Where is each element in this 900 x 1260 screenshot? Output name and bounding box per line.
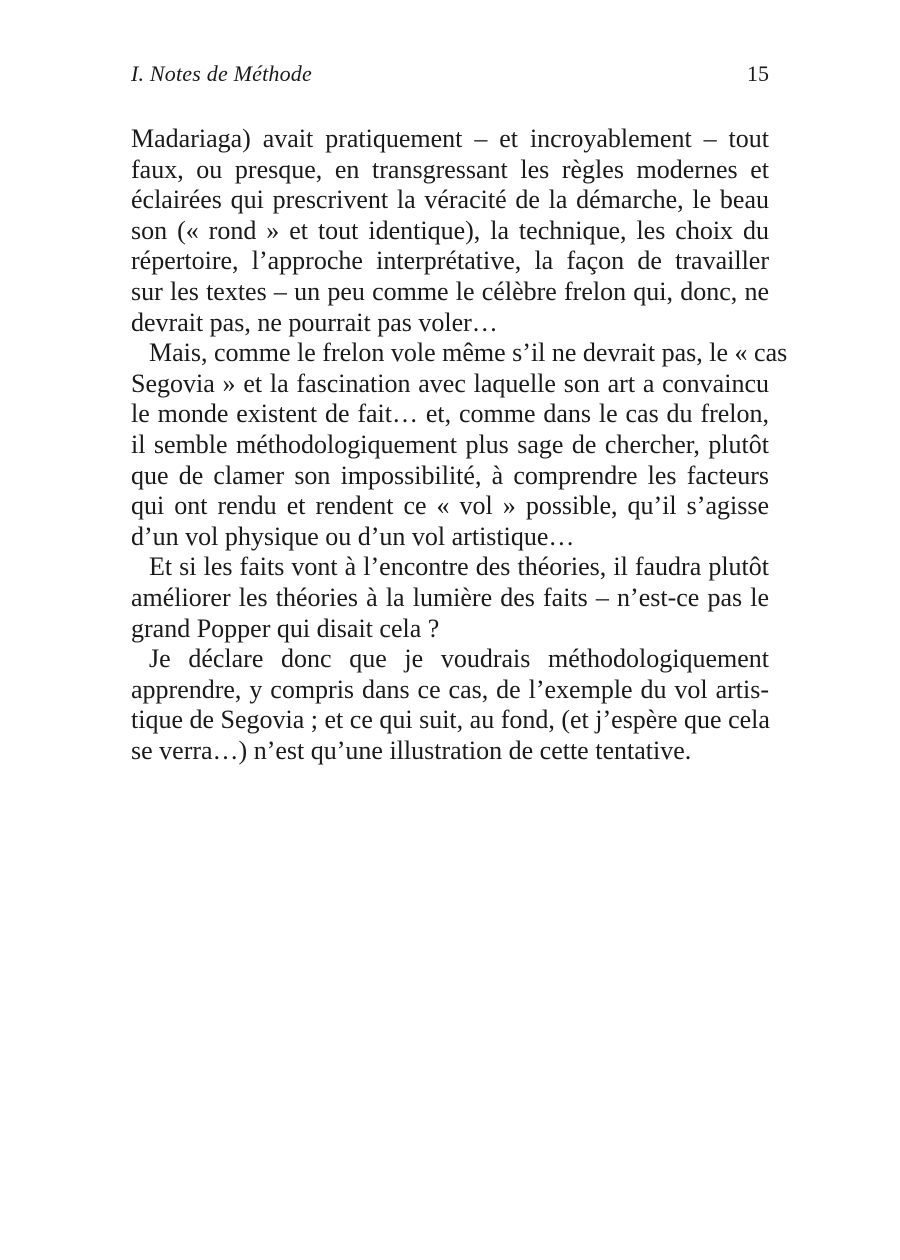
text-line: Segovia » et la fascination avec laquelle son art a convaincu	[131, 368, 769, 398]
text-line: se verra…) n’est qu’une illustration de cette tentative.	[131, 735, 692, 765]
text-line: d’un vol physique ou d’un vol artistique…	[131, 521, 575, 551]
body-text	[131, 124, 788, 766]
text-line: Mais, comme le frelon vole même s’il ne devrait pas, le « cas	[149, 338, 788, 368]
text-line: Et si les faits vont à l’encontre des théories, il faudra plutôt	[149, 552, 769, 582]
text-line: Je déclare donc que je voudrais méthodologiquement	[149, 644, 769, 674]
text-line: que de clamer son impossibilité, à comprendre les facteurs	[131, 460, 769, 490]
running-header	[131, 58, 769, 90]
text-line: il semble méthodologiquement plus sage de chercher, plutôt	[131, 429, 769, 459]
text-line: devrait pas, ne pourrait pas voler…	[131, 307, 498, 337]
text-line: sur les textes – un peu comme le célèbre frelon qui, donc, ne	[131, 276, 769, 306]
text-line: Madariaga) avait pratiquement – et incroyablement – tout	[131, 124, 769, 153]
page-number: 15	[747, 61, 769, 86]
text-line: améliorer les théories à la lumière des faits – n’est-ce pas le	[131, 582, 769, 612]
text-line: qui ont rendu et rendent ce « vol » possible, qu’il s’agisse	[131, 491, 769, 521]
text-line: répertoire, l’approche interprétative, la façon de travailler	[131, 246, 769, 276]
text-line: son (« rond » et tout identique), la technique, les choix du	[131, 215, 769, 245]
text-line: grand Popper qui disait cela ?	[131, 613, 440, 643]
text-line: le monde existent de fait… et, comme dans le cas du frelon,	[131, 399, 769, 429]
text-line: tique de Segovia ; et ce qui suit, au fond, (et j’espère que cela	[131, 705, 770, 735]
text-line: apprendre, y compris dans ce cas, de l’exemple du vol artis-	[131, 674, 769, 704]
text-line: faux, ou presque, en transgressant les règles modernes et	[131, 154, 769, 184]
text-line: éclairées qui prescrivent la véracité de la démarche, le beau	[131, 185, 769, 215]
running-title: I. Notes de Méthode	[131, 61, 312, 86]
